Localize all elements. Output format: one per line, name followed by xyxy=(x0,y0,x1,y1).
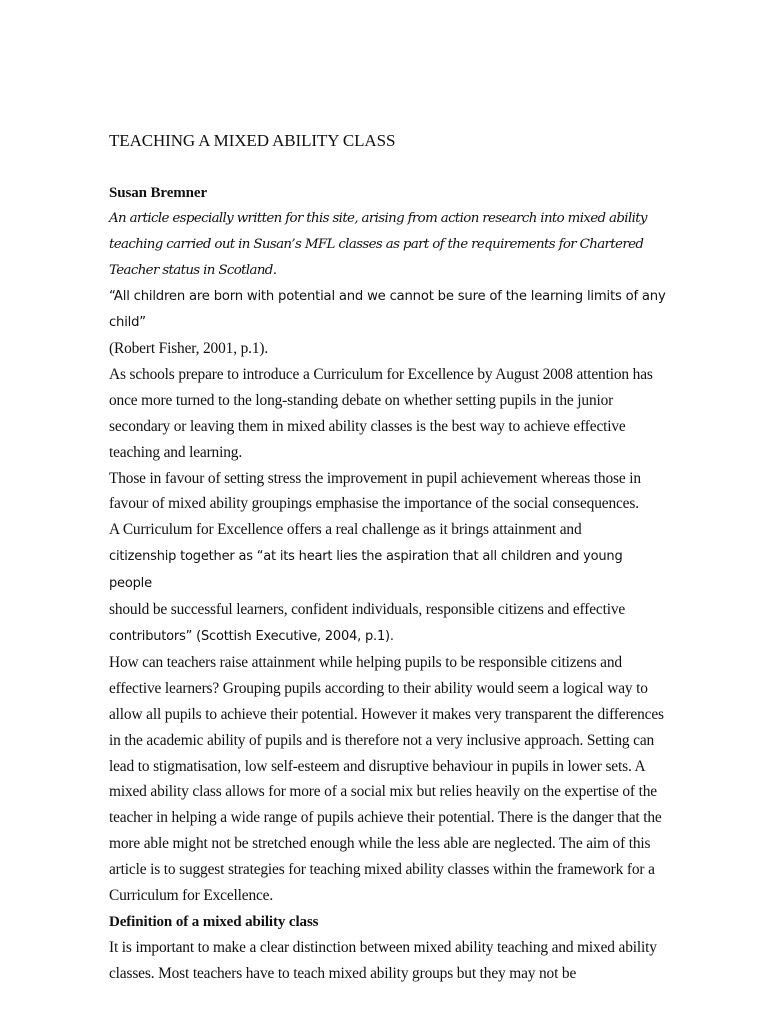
opening-quote: “All children are born with potential and we cannot be sure of the learning limits of any child” xyxy=(109,289,666,330)
paragraph-curriculum-challenge xyxy=(109,517,669,650)
article-author: Susan Bremner xyxy=(109,185,208,201)
curriculum-challenge-line-1: A Curriculum for Excellence offers a real challenge as it brings attainment and xyxy=(109,521,582,539)
curriculum-challenge-line-3: should be successful learners, confident individuals, responsible citizens and effective xyxy=(109,601,626,619)
curriculum-challenge-citation: contributors” (Scottish Executive, 2004, p.1). xyxy=(109,628,394,644)
article-body xyxy=(109,128,669,987)
paragraph-curriculum-intro: As schools prepare to introduce a Curriculum for Excellence by August 2008 attention has once more turned to the long-standing debate on whether setting pupils in the junior secondary or leaving them in mixed ability classes is the best way to achieve effective teaching and learning. xyxy=(109,365,653,461)
quote-citation: (Robert Fisher, 2001, p.1). xyxy=(109,340,269,357)
paragraph-setting-debate: Those in favour of setting stress the improvement in pupil achievement whereas those in favour of mixed ability groupings emphasise the importance of the social consequences. xyxy=(109,469,641,513)
section-heading-definition: Definition of a mixed ability class xyxy=(109,913,319,930)
article-intro: An article especially written for this site, arising from action research into mixed ability teaching carried out in Susan’s MFL classes as part of the requirements for Chartered Teacher status in Scotland. xyxy=(109,211,647,278)
paragraph-raise-attainment: How can teachers raise attainment while helping pupils to be responsible citizens and effective learners? Grouping pupils according to their ability would seem a logical way to allow all pupils to achieve their potential. However it makes very transparent the differences in the academic ability of pupils and is therefore not a very inclusive approach. Setting can lead to stigmatisation, low self-esteem and disruptive behaviour in pupils in lower sets. A mixed ability class allows for more of a social mix but relies heavily on the expertise of the teacher in helping a wide range of pupils achieve their potential. There is the danger that the more able might not be stretched enough while the less able are neglected. The aim of this article is to suggest strategies for teaching mixed ability classes within the framework for a Curriculum for Excellence. xyxy=(109,653,664,905)
paragraph-definition: It is important to make a clear distinction between mixed ability teaching and mixed ability classes. Most teachers have to teach mixed ability groups but they may not be xyxy=(109,938,657,982)
curriculum-challenge-quote-line: citizenship together as “at its heart lies the aspiration that all children and young people xyxy=(109,549,623,592)
article-title: TEACHING A MIXED ABILITY CLASS xyxy=(109,131,396,150)
